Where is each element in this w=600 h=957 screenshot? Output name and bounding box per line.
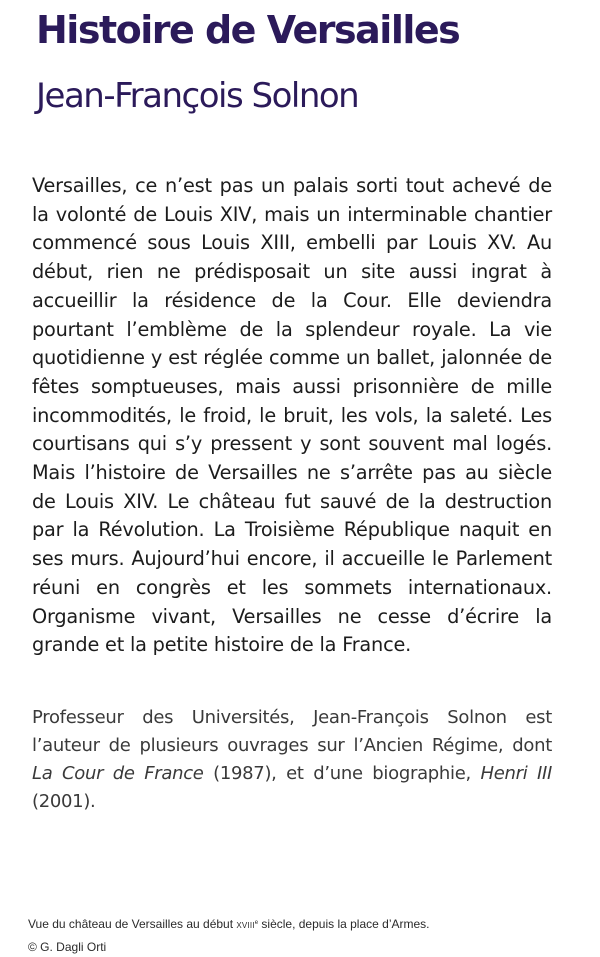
author-bio-intro: Professeur des Universités, Jean-François Solnon est l’auteur de plusieurs ouvrages sur l’Ancien Régime, dont (32, 707, 552, 756)
book-reference-la-cour-de-france: La Cour de France (32, 763, 204, 784)
book-reference-henri-iii: Henri III (480, 763, 552, 784)
caption-before: Vue du château de Versailles au début (28, 917, 237, 931)
author-bio-end: (2001). (32, 791, 96, 812)
book-author: Jean-François Solnon (36, 76, 359, 116)
caption-century-suffix: e (254, 920, 259, 926)
caption-after: siècle, depuis la place d’Armes. (258, 917, 430, 931)
caption-century: XVIII (236, 921, 255, 930)
book-summary: Versailles, ce n’est pas un palais sorti tout achevé de la volonté de Louis XIV, mais un interminable chantier commencé sous Louis XIII, embelli par Louis XV. Au début, rien ne prédisposait un site aussi ingrat à accueillir la résidence de la Cour. Elle deviendra pourtant l’emblème de la splendeur royale. La vie quotidienne y est réglée comme un ballet, jalonnée de fêtes somptueuses, mais aussi prisonnière de mille incommodités, le froid, le bruit, les vols, la saleté. Les courtisans qui s’y pressent y sont souvent mal logés. Mais l’histoire de Versailles ne s’arrête pas au siècle de Louis XIV. Le château fut sauvé de la destruction par la Révolution. La Troisième République naquit en ses murs. Aujourd’hui encore, il accueille le Parlement réuni en congrès et les sommets internationaux. Organisme vivant, Versailles ne cesse d’écrire la grande et la petite histoire de la France. (32, 174, 552, 657)
author-bio (32, 704, 552, 816)
cover-image-caption (28, 917, 430, 931)
book-title: Histoire de Versailles (36, 8, 460, 52)
author-bio-middle: (1987), et d’une biographie, (203, 763, 481, 784)
photo-credit: © G. Dagli Orti (28, 940, 107, 954)
